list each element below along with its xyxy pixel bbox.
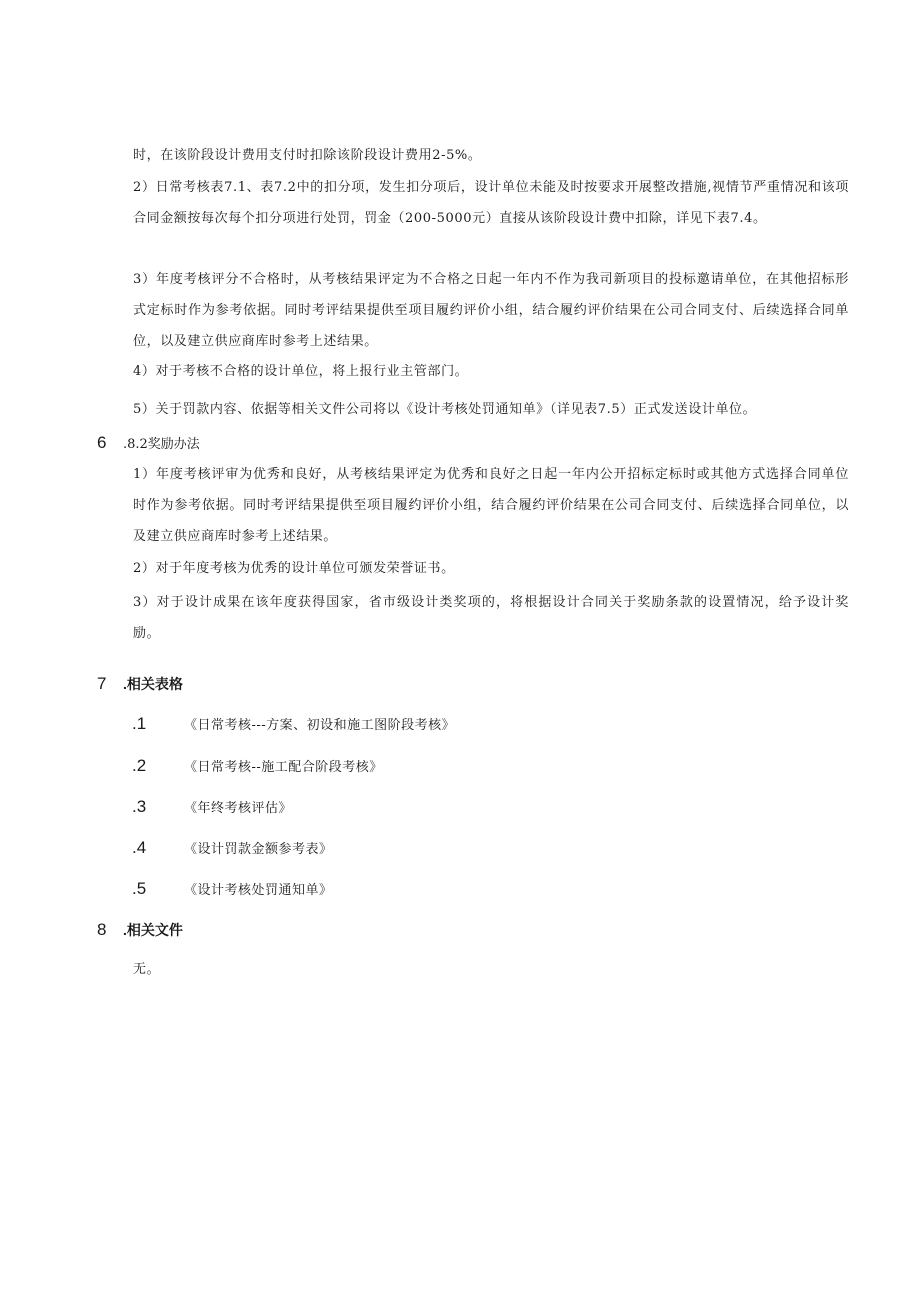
section-8-heading (97, 918, 183, 943)
section-8-number: 8 (97, 920, 107, 939)
related-form-item (132, 877, 333, 901)
related-form-title: 《日常考核---方案、初设和施工图阶段考核》 (184, 718, 456, 733)
reward-heading (97, 431, 200, 457)
related-form-title: 《日常考核--施工配合阶段考核》 (184, 760, 383, 775)
related-form-index: .5 (132, 879, 147, 898)
related-form-title: 《设计考核处罚通知单》 (184, 883, 333, 898)
penalty-paragraph-5: 5）关于罚款内容、依据等相关文件公司将以《设计考核处罚通知单》（详见表7.5）正式发送设计单位。 (133, 402, 757, 417)
section-8-title: .相关文件 (123, 922, 183, 938)
related-form-index: .2 (132, 756, 147, 775)
related-form-index: .3 (132, 797, 147, 816)
reward-paragraph-2: 2）对于年度考核为优秀的设计单位可颁发荣誉证书。 (133, 561, 455, 576)
related-form-index: .4 (132, 838, 147, 857)
related-documents-body: 无。 (133, 962, 161, 977)
section-7-heading (97, 672, 183, 697)
section-7-number: 7 (97, 674, 107, 693)
penalty-paragraph-4: 4）对于考核不合格的设计单位，将上报行业主管部门。 (133, 364, 469, 379)
reward-heading-number: 6 (97, 433, 107, 452)
penalty-paragraph-2: 2）日常考核表7.1、表7.2中的扣分项，发生扣分项后，设计单位未能及时按要求开展整改措施,视情节严重情况和该项合同金额按每次每个扣分项进行处罚，罚金（200-5000元）直接从该阶段设计费中扣除，详见下表7.4。 (133, 180, 849, 226)
related-form-item (132, 836, 333, 860)
related-form-item (132, 795, 292, 819)
related-form-item (132, 712, 455, 736)
penalty-paragraph-3: 3）年度考核评分不合格时，从考核结果评定为不合格之日起一年内不作为我司新项目的投标邀请单位，在其他招标形式定标时作为参考依据。同时考评结果提供至项目履约评价小组，结合履约评价结果在公司合同支付、后续选择合同单位，以及建立供应商库时参考上述结果。 (133, 272, 849, 349)
related-form-title: 《设计罚款金额参考表》 (184, 842, 333, 857)
reward-paragraph-1: 1）年度考核评审为优秀和良好，从考核结果评定为优秀和良好之日起一年内公开招标定标时或其他方式选择合同单位时作为参考依据。同时考评结果提供至项目履约评价小组，结合履约评价结果在公司合同支付、后续选择合同单位，以及建立供应商库时参考上述结果。 (133, 467, 849, 544)
reward-heading-title: .8.2奖励办法 (123, 437, 200, 452)
related-form-title: 《年终考核评估》 (184, 801, 293, 816)
reward-paragraph-3: 3）对于设计成果在该年度获得国家，省市级设计类奖项的，将根据设计合同关于奖励条款的设置情况，给予设计奖励。 (133, 595, 849, 641)
section-7-title: .相关表格 (123, 676, 183, 692)
penalty-paragraph-continued: 时，在该阶段设计费用支付时扣除该阶段设计费用2-5%。 (133, 148, 482, 163)
related-form-item (132, 754, 383, 778)
related-form-index: .1 (132, 714, 147, 733)
